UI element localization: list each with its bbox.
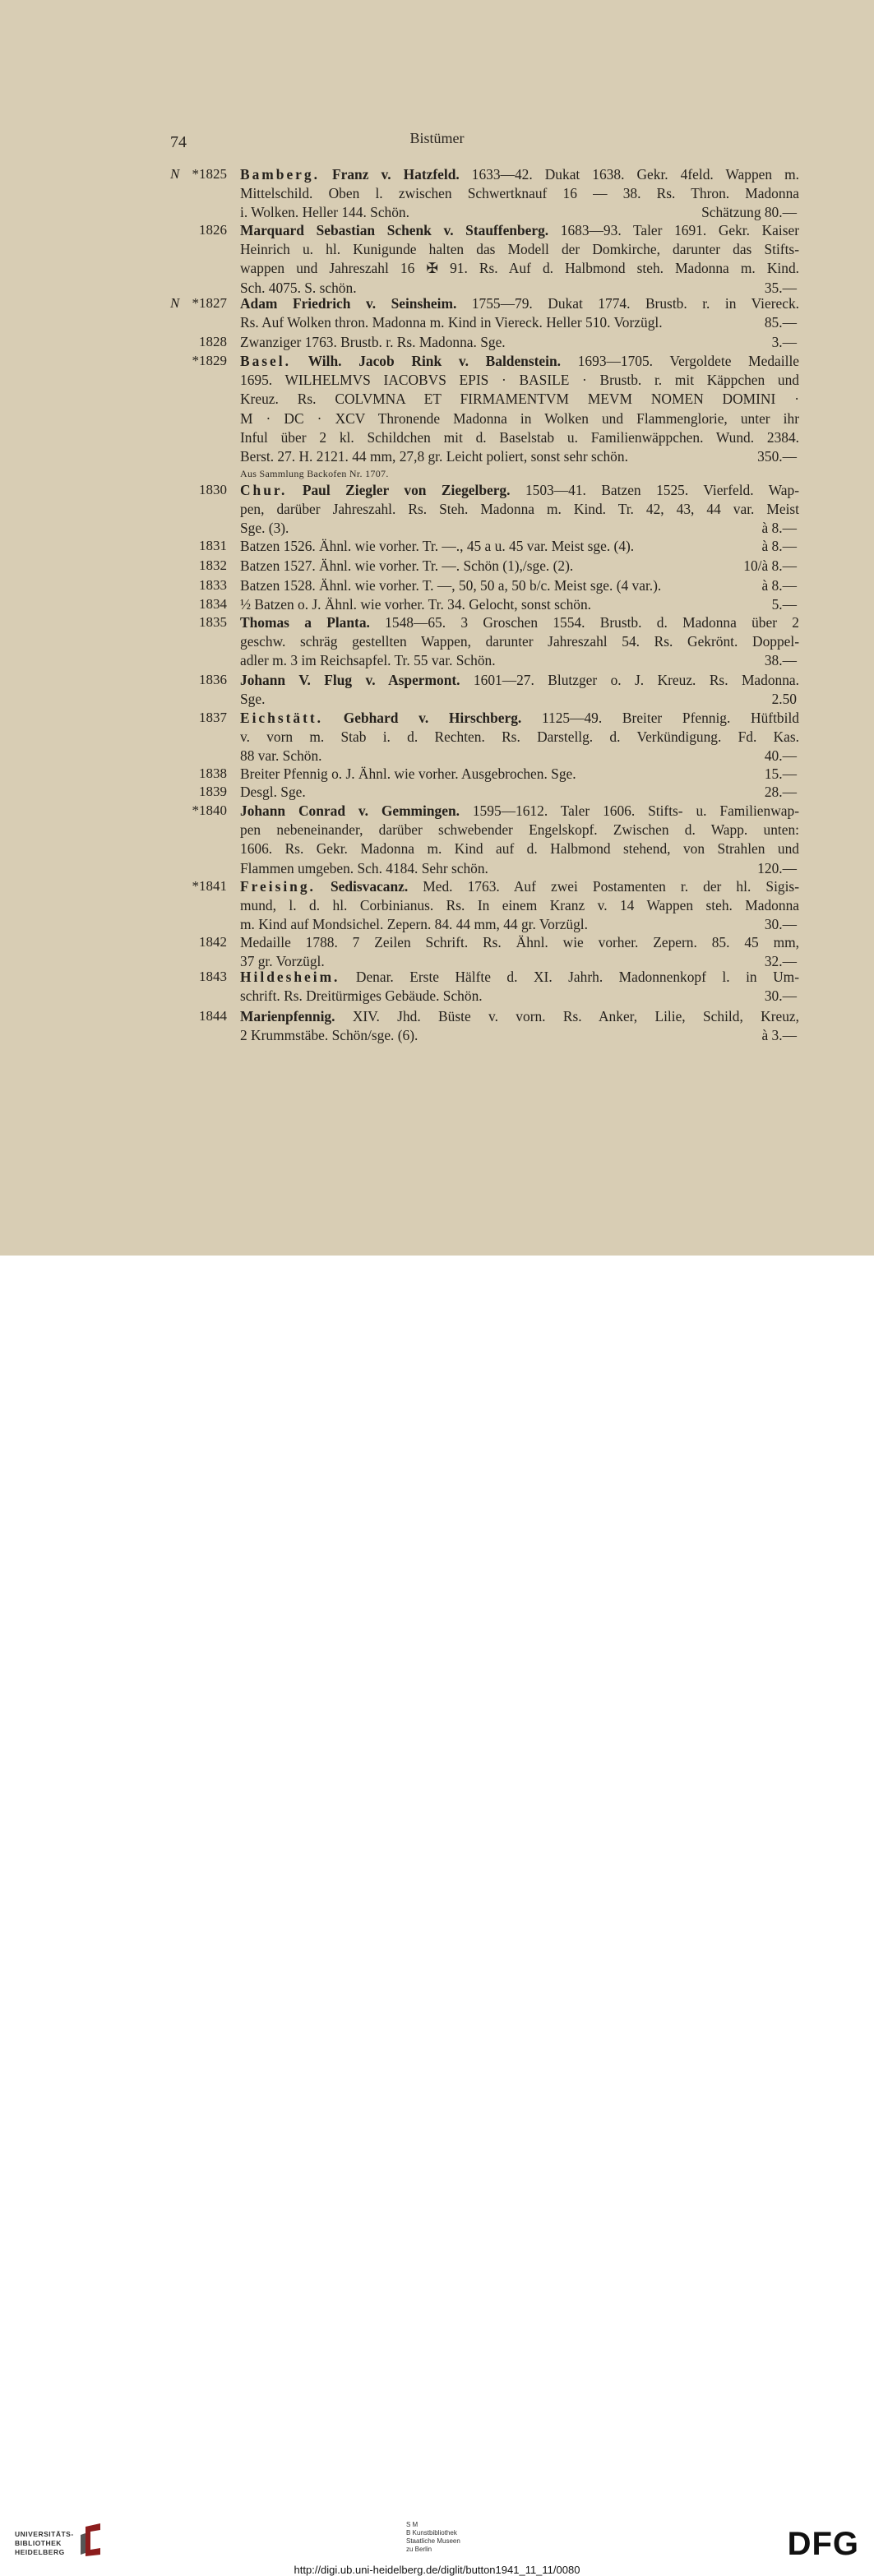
entry-text: wappen und Jahreszahl 16 ✠ 91. Rs. Auf d. Halbmond steh. Madonna m. Kind. [240,260,799,277]
entry-heading: Marienpfennig. [240,1008,335,1024]
smb-logo-line: S M [406,2521,419,2528]
entry-text-line [240,202,701,222]
diocese-name: Freising. [240,878,316,895]
entry-text: Berst. 27. H. 2121. 44 mm, 27,8 gr. Leicht poliert, sonst sehr schön. [240,448,628,465]
lot-number: *1840 [192,802,227,818]
entry-text: adler m. 3 im Reichsapfel. Tr. 55 var. Schön. [240,652,496,669]
university-mark-icon [79,2522,107,2558]
gold-mark: N [170,166,180,182]
entry-text: geschw. schräg gestellten Wappen, darunter Jahreszahl 54. Rs. Gekrönt. Doppel- [240,633,799,650]
estimate-price: 15.— [764,765,797,782]
lot-number: 1837 [199,710,227,725]
entry-text-line [240,536,701,556]
entry-text-line [240,858,701,878]
lot-number: 1835 [199,614,227,630]
footer [0,1256,874,2576]
entry-heading: Franz v. Hatzfeld. [332,166,460,183]
entry-text: 1695. WILHELMVS IACOBVS EPIS · BASILE · Brustb. r. mit Käppchen und [240,372,799,389]
entry-text-line [240,820,799,839]
lot-number: 1838 [199,765,227,781]
entry-text-line [240,480,799,500]
entry-text: Batzen 1527. Ähnl. wie vorher. Tr. —. Schön (1),/sge. (2). [240,557,574,574]
entry-text: 1693—1705. Vergoldete Medaille [561,353,799,369]
entry-text [287,482,302,498]
entry-heading: Gebhard v. Hirschberg. [343,710,522,726]
entry-text: XIV. Jhd. Büste v. vorn. Rs. Anker, Lilie, Schild, Kreuz, [335,1008,799,1024]
entry-text: Heinrich u. hl. Kunigunde halten das Modell der Domkirche, darunter das Stifts- [240,241,799,258]
entry-text: Batzen 1528. Ähnl. wie vorher. T. —, 50, 50 a, 50 b/c. Meist sge. (4 var.). [240,577,662,594]
entry-text: ½ Batzen o. J. Ähnl. wie vorher. Tr. 34. Gelocht, sonst schön. [240,596,592,613]
entry-text-line [240,782,701,802]
entry-text-line [240,351,799,371]
smb-logo-line: B Kunstbibliothek [406,2529,457,2537]
uni-logo-line: BIBLIOTHEK [15,2539,62,2547]
estimate-price: 85.— [764,314,797,331]
lot-number: 1830 [199,482,227,497]
entry-text: 1548—65. 3 Groschen 1554. Brustb. d. Madonna über 2 [369,614,799,631]
entry-text: Med. 1763. Auf zwei Postamenten r. der hl. Sigis- [408,878,799,895]
estimate-price: 30.— [764,916,797,933]
lot-number: *1829 [192,353,227,368]
lot-number: 1839 [199,784,227,799]
entry-text: schrift. Rs. Dreitürmiges Gebäude. Schön. [240,987,483,1005]
entry-text: Sge. [240,691,266,708]
uni-logo-line: UNIVERSITÄTS- [15,2530,74,2538]
entry-text-line [240,239,799,259]
entry-heading: Sedisvacanz. [331,878,409,895]
entry-text: m. Kind auf Mondsichel. Zepern. 84. 44 mm, 44 gr. Vorzügl. [240,916,588,933]
diocese-name: Eichstätt. [240,710,324,726]
entry-text-line [240,446,701,466]
entry-text-line [240,576,701,595]
dfg-logo[interactable]: DFG [787,2526,859,2562]
estimate-price: 5.— [771,596,797,613]
entry-text-line [240,650,701,670]
entry-text-line [240,631,799,651]
estimate-price: à 3.— [761,1027,797,1044]
entry-text [291,353,308,369]
estimate-price: 10/à 8.— [743,557,797,574]
entry-text: Sch. 4075. S. schön. [240,279,357,296]
entry-text-line [240,727,799,747]
diocese-name: Bamberg. [240,166,320,183]
entry-text-line [240,312,701,332]
entry-text: Zwanziger 1763. Brustb. r. Rs. Madonna. Sge. [240,334,506,350]
estimate-price: 120.— [757,859,797,876]
smb-logo-line: zu Berlin [406,2546,432,2553]
entry-text-line [240,258,799,278]
entry-text: v. vorn m. Stab i. d. Rechten. Rs. Darstellg. d. Verkündigung. Fd. Kas. [240,728,799,746]
entry-text: i. Wolken. Heller 144. Schön. [240,204,409,221]
lot-number: 1836 [199,672,227,687]
diocese-name: Chur. [240,482,288,498]
entry-text-line [240,1025,701,1045]
entry-text: Medaille 1788. 7 Zeilen Schrift. Rs. Ähnl. wie vorher. Zepern. 85. 45 mm, [240,934,799,950]
entry-text-line [240,370,799,390]
estimate-price: 28.— [764,784,797,800]
entry-text-line [240,499,799,519]
entry-text-line [240,986,701,1006]
diocese-name: Basel. [240,353,291,369]
entry-text-line [240,518,701,538]
lot-number: *1825 [192,166,227,182]
entry-text-line [240,746,701,765]
entry-heading: Paul Ziegler von Ziegelberg. [302,482,511,498]
estimate-price: à 8.— [761,577,797,594]
entry-text: 1606. Rs. Gekr. Madonna m. Kind auf d. Halbmond stehend, von Strahlen und [240,840,799,858]
entry-text-line [240,914,701,934]
gold-mark: N [170,295,180,311]
entry-heading: Johann Conrad v. Gemmingen. [240,802,460,819]
entry-text: Batzen 1526. Ähnl. wie vorher. Tr. —., 45 a u. 45 var. Meist sge. (4). [240,538,635,554]
lot-number: *1841 [192,878,227,894]
estimate-price: 38.— [764,652,797,669]
entry-heading: Wilh. Jacob Rink v. Baldenstein. [308,353,561,369]
uni-logo-line: HEIDELBERG [15,2548,65,2556]
provenance-note: Aus Sammlung Backofen Nr. 1707. [240,468,389,480]
estimate-price: à 8.— [761,538,797,554]
entry-text: Mittelschild. Oben l. zwischen Schwertknauf 16 — 38. Rs. Thron. Madonna [240,185,799,202]
entry-text-line [240,876,799,896]
smb-logo[interactable] [406,2521,460,2554]
entry-text-line [240,708,799,728]
entry-text-line [240,967,799,987]
estimate-price: 30.— [764,987,797,1005]
entry-text: mund, l. d. hl. Corbinianus. Rs. In einem Kranz v. 14 Wappen steh. Madonna [240,897,799,914]
entry-text: 1503—41. Batzen 1525. Vierfeld. Wap- [510,482,799,498]
entry-text: 88 var. Schön. [240,747,322,765]
entry-text-line [240,613,799,632]
diocese-name: Hildesheim. [240,969,340,985]
estimate-price: 32.— [764,953,797,970]
entry-text-line [240,895,799,915]
entry-text-line [240,428,799,447]
lot-number: 1833 [199,577,227,593]
entry-text-line [240,932,799,952]
entry-heading: Adam Friedrich v. Seinsheim. [240,295,457,312]
entry-heading: Johann V. Flug v. Aspermont. [240,672,460,688]
entry-text-line [240,409,799,428]
permalink-url[interactable]: http://digi.ub.uni-heidelberg.de/diglit/button1941_11_11/0080 [294,2564,580,2576]
entry-text-line [240,389,799,409]
lot-number: 1832 [199,557,227,573]
entry-text-line [240,164,799,184]
entry-text: 1595—1612. Taler 1606. Stifts- u. Familienwap- [459,802,799,819]
estimate-price: 3.— [771,334,797,350]
entry-text: pen, darüber Jahreszahl. Rs. Steh. Madonna m. Kind. Tr. 42, 43, 44 var. Meist [240,501,799,518]
entry-text: Flammen umgeben. Sch. 4184. Sehr schön. [240,859,488,876]
entry-text-line [240,1006,799,1026]
entry-text-line [240,670,799,690]
lot-number: 1834 [199,596,227,612]
estimate-price: à 8.— [761,520,797,537]
estimate-price: 350.— [757,448,797,465]
entry-text: Desgl. Sge. [240,784,306,800]
entry-text: Denar. Erste Hälfte d. XI. Jahrh. Madonnenkopf l. in Um- [340,969,799,985]
entry-text: Breiter Pfennig o. J. Ähnl. wie vorher. Ausgebrochen. Sge. [240,765,576,782]
entry-text-line [240,332,701,352]
entry-text: 1125—49. Breiter Pfennig. Hüftbild [521,710,799,726]
lot-number: 1826 [199,222,227,238]
smb-logo-line: Staatliche Museen [406,2537,460,2545]
entry-text: 2 Krummstäbe. Schön/sge. (6). [240,1027,419,1044]
entry-text-line [240,294,799,313]
entry-text: 1683—93. Taler 1691. Gekr. Kaiser [548,222,799,238]
lot-number: *1827 [192,295,227,311]
entry-heading: Marquard Sebastian Schenk v. Stauffenberg. [240,222,549,238]
entry-text-line [240,183,799,203]
entry-text: 37 gr. Vorzügl. [240,953,325,970]
scanned-page [0,0,874,1256]
entry-text: Inful über 2 kl. Schildchen mit d. Baselstab u. Familienwäppchen. Wund. 2384. [240,428,799,446]
entry-text-line [240,594,701,614]
entry-text-line [240,220,799,240]
entry-text-line [240,556,701,576]
lot-number: 1842 [199,934,227,950]
entry-text [316,878,331,895]
entry-text [320,166,332,183]
entry-text-line [240,839,799,858]
page-number: 74 [170,133,187,151]
entry-text: pen nebeneinander, darüber schwebender Engelskopf. Zwischen d. Wapp. unten: [240,821,799,839]
lot-number: 1828 [199,334,227,349]
estimate-price: Schätzung 80.— [701,204,797,221]
entry-text: Sge. (3). [240,520,289,537]
entry-heading: Thomas a Planta. [240,614,370,631]
entry-text: Rs. Auf Wolken thron. Madonna m. Kind in Viereck. Heller 510. Vorzügl. [240,314,663,331]
lot-number: 1844 [199,1008,227,1024]
lot-number: 1831 [199,538,227,553]
entry-text [323,710,344,726]
entry-text-line [240,801,799,821]
entry-text: 1755—79. Dukat 1774. Brustb. r. in Viereck. [456,295,799,312]
entry-text-line [240,764,701,784]
estimate-price: 2.50 [771,691,797,708]
entry-text: M · DC · XCV Thronende Madonna in Wolken und Flammenglorie, unter ihr [240,409,799,427]
estimate-price: 40.— [764,747,797,765]
entry-text: 1633—42. Dukat 1638. Gekr. 4feld. Wappen m. [459,166,799,183]
entry-text: Kreuz. Rs. COLVMNA ET FIRMAMENTVM MEVM NOMEN DOMINI · [240,391,799,408]
page-title: Bistümer [409,130,465,146]
lot-number: 1843 [199,969,227,984]
estimate-price: 35.— [764,279,797,296]
entry-text: 1601—27. Blutzger o. J. Kreuz. Rs. Madonna. [460,672,799,688]
entry-text-line [240,689,701,709]
